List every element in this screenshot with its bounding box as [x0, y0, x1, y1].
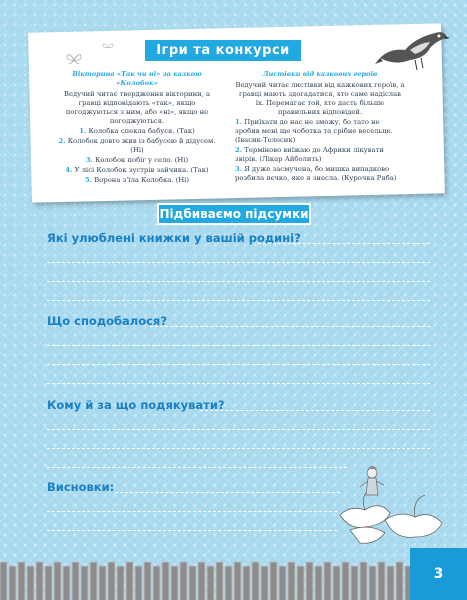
- fence-picket: [333, 566, 340, 600]
- fence-picket: [27, 566, 34, 600]
- answer-line[interactable]: [47, 345, 430, 346]
- fence-picket: [369, 566, 376, 600]
- quiz-item-number: 3.: [85, 156, 93, 164]
- quiz-item-text: Колобок побіг у село. (Ні): [95, 156, 189, 164]
- quiz-item-number: 2.: [58, 137, 66, 145]
- fence-picket: [252, 562, 259, 600]
- postcard-item-text: Терміново виїжаю до Африки лікувати звірів. (Лікар Айболить): [235, 146, 384, 163]
- answer-line[interactable]: [47, 281, 430, 282]
- question-conclusions: Висновки:: [47, 480, 115, 494]
- quiz-intro: Ведучий читає твердження вікторини, а гравці відповідають «так», якщо погоджуються з ним, або «ні», якщо не погоджуються.: [63, 90, 211, 125]
- fence-picket: [216, 562, 223, 600]
- fence-picket: [360, 562, 367, 600]
- fence-picket: [45, 566, 52, 600]
- fence-picket: [351, 566, 358, 600]
- fence-picket: [387, 566, 394, 600]
- answer-line[interactable]: [47, 383, 430, 384]
- fence-picket: [324, 562, 331, 600]
- quiz-item-number: 5.: [84, 176, 93, 184]
- question-liked: Що сподобалося?: [47, 314, 167, 328]
- fence-picket: [108, 562, 115, 600]
- quiz-item: [52, 176, 222, 185]
- answer-line[interactable]: [47, 448, 430, 449]
- quiz-item: [52, 127, 222, 136]
- fence-picket: [288, 562, 295, 600]
- fence-picket: [54, 562, 61, 600]
- fence-picket: [315, 566, 322, 600]
- postcards-column: [235, 70, 405, 184]
- answer-line[interactable]: [47, 511, 337, 512]
- postcard-item-text: Приїхати до нас не зможу, бо тато не зробив мені ще чоботка та срібне весельце. (Івасик-Телесик): [235, 118, 393, 144]
- answer-line[interactable]: [47, 364, 430, 365]
- quiz-column: [52, 70, 222, 186]
- postcard-item-text: Я дуже засмучена, бо мишка випадково розбила яєчко, яке я знесла. (Курочка Ряба): [235, 165, 397, 182]
- postcard-item: [235, 146, 405, 164]
- fence-picket: [189, 566, 196, 600]
- fence-picket: [126, 562, 133, 600]
- fence-picket: [225, 566, 232, 600]
- fence-picket: [198, 562, 205, 600]
- butterfly-icon: [102, 42, 114, 52]
- answer-line[interactable]: [200, 410, 430, 411]
- postcards-title: Листівки від казкових героїв: [262, 70, 378, 78]
- postcard-item-number: 2.: [235, 146, 243, 154]
- magpie-bird-icon: [375, 18, 450, 78]
- fence-picket: [72, 562, 79, 600]
- fence-picket: [234, 562, 241, 600]
- fence-picket: [18, 562, 25, 600]
- postcard-item-number: 1.: [235, 118, 243, 126]
- fence-picket: [270, 562, 277, 600]
- girl-riding-geese-illustration: [330, 455, 450, 550]
- postcard-item: [235, 118, 405, 145]
- fence-picket: [90, 562, 97, 600]
- quiz-title: Вікторина «Так чи ні» за казкою «Колобок»: [72, 70, 202, 87]
- fence-decoration: [0, 560, 467, 600]
- fence-picket: [261, 566, 268, 600]
- answer-line[interactable]: [115, 492, 340, 493]
- summary-section-title: Підбиваємо підсумки: [157, 203, 311, 225]
- answer-line[interactable]: [47, 262, 430, 263]
- postcard-item-number: 3.: [235, 165, 243, 173]
- answer-line[interactable]: [47, 300, 430, 301]
- fence-picket: [342, 562, 349, 600]
- answer-line[interactable]: [47, 467, 347, 468]
- quiz-item: [52, 137, 222, 155]
- fence-picket: [135, 566, 142, 600]
- fence-picket: [279, 566, 286, 600]
- fence-picket: [243, 566, 250, 600]
- postcards-intro: Ведучий читає листівки від кажкових героїв, а гравці мають здогадатися, хто саме надіслав їх. Перемагає той, хто дасть більше правильних відповідей.: [235, 81, 405, 116]
- page-number: 3: [410, 548, 467, 600]
- answer-line[interactable]: [258, 243, 430, 244]
- question-books: Які улюблені книжки у вашій родині?: [47, 231, 301, 245]
- fence-picket: [306, 562, 313, 600]
- answer-line[interactable]: [150, 326, 430, 327]
- postcard-item: [235, 165, 405, 183]
- fence-picket: [81, 566, 88, 600]
- fence-picket: [171, 566, 178, 600]
- quiz-item-number: 1.: [79, 127, 87, 135]
- fence-picket: [0, 562, 7, 600]
- quiz-item: [52, 156, 222, 165]
- fence-picket: [99, 566, 106, 600]
- answer-line[interactable]: [47, 530, 337, 531]
- quiz-item-number: 4.: [65, 166, 73, 174]
- quiz-item-text: Колобок довго жив із бабусею й дідусем. (Ні): [67, 137, 216, 154]
- quiz-item-text: Колобка спекла бабуся. (Так): [88, 127, 195, 135]
- fence-picket: [117, 566, 124, 600]
- answer-line[interactable]: [47, 429, 430, 430]
- fence-picket: [378, 562, 385, 600]
- fence-picket: [396, 562, 403, 600]
- fence-picket: [180, 562, 187, 600]
- fence-picket: [207, 566, 214, 600]
- question-thanks: Кому й за що подякувати?: [47, 398, 225, 412]
- games-section-title: Ігри та конкурси: [143, 38, 303, 63]
- fence-picket: [36, 562, 43, 600]
- fence-picket: [153, 566, 160, 600]
- fence-picket: [144, 562, 151, 600]
- quiz-item-text: Ворона з’їла Колобка. (Ні): [94, 176, 189, 184]
- quiz-item-text: У лісі Колобок зустрів зайчика. (Так): [74, 166, 209, 174]
- quiz-item: [52, 166, 222, 175]
- butterfly-icon: [66, 52, 82, 66]
- fence-picket: [63, 566, 70, 600]
- fence-picket: [297, 566, 304, 600]
- fence-picket: [162, 562, 169, 600]
- fence-picket: [9, 566, 16, 600]
